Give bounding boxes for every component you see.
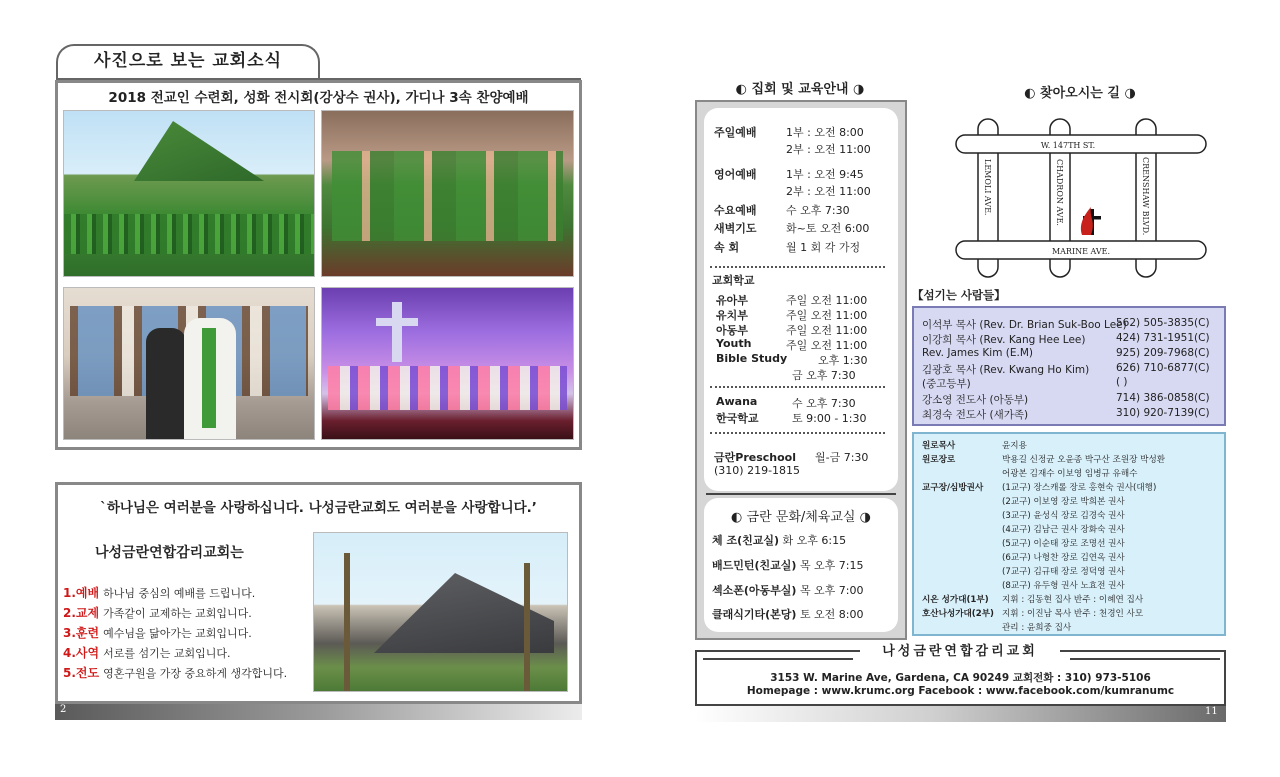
church-location-icon bbox=[1081, 207, 1101, 235]
cultural-item bbox=[712, 557, 864, 573]
staff-heading: 【섬기는 사람들】 bbox=[912, 288, 1006, 302]
staff-name: Rev. James Kim (E.M) bbox=[922, 347, 1033, 359]
preschool-time: 월-금 7:30 bbox=[815, 451, 869, 464]
mission-number: 3.훈련 bbox=[63, 626, 100, 640]
staff-name: 이석부 목사 (Rev. Dr. Brian Suk-Boo Lee) bbox=[922, 319, 1127, 331]
cultural-item bbox=[712, 532, 846, 548]
elder-label: 원로목사 bbox=[922, 441, 956, 451]
service-time: 화~토 오전 6:00 bbox=[786, 222, 870, 235]
dotted-divider bbox=[710, 386, 885, 388]
palm-tree-shape bbox=[524, 563, 530, 692]
directions-heading: ◐ 찾아오시는 길 ◑ bbox=[1024, 86, 1136, 101]
mission-number: 5.전도 bbox=[63, 666, 100, 680]
footer-bar bbox=[695, 706, 1226, 722]
cultural-heading: ◐ 금란 문화/체육교실 ◑ bbox=[731, 510, 871, 525]
crowd-shape bbox=[64, 214, 314, 254]
section-title: 사진으로 보는 교회소식 bbox=[56, 44, 320, 80]
service-time: 수 오후 7:30 bbox=[786, 204, 850, 217]
elder-value: (4교구) 김남근 권사 장화숙 권사 bbox=[1002, 525, 1125, 535]
mission-text: 가족같이 교제하는 교회입니다. bbox=[103, 607, 252, 620]
divider bbox=[703, 658, 853, 660]
cross-icon bbox=[392, 302, 402, 362]
school-label: Bible Study bbox=[716, 352, 788, 365]
church-heading: 나성금란연합감리교회는 bbox=[95, 545, 244, 561]
school-label: 유아부 bbox=[716, 294, 748, 307]
cultural-label: 섹소폰(아동부실) bbox=[712, 584, 797, 597]
church-name-title: 나성금란연합감리교회 bbox=[882, 644, 1038, 659]
elder-value: 지휘 : 이진남 목사 반주 : 천경인 사모 bbox=[1002, 609, 1144, 619]
service-time: 월 1 회 각 가정 bbox=[786, 241, 861, 254]
mission-item bbox=[63, 584, 255, 601]
mission-item bbox=[63, 664, 287, 681]
elder-label: 시온 성가대(1부) bbox=[922, 595, 989, 605]
cultural-time: 목 오후 7:15 bbox=[799, 559, 864, 572]
retreat-group-photo bbox=[63, 110, 315, 277]
service-label: 속 회 bbox=[714, 241, 740, 254]
elder-value: (2교구) 이보영 장로 박희본 권사 bbox=[1002, 497, 1125, 507]
avenue-label-chadron: CHADRON AVE. bbox=[1055, 159, 1064, 226]
avenue-label-lemoli: LEMOLI AVE. bbox=[983, 159, 992, 216]
service-label: 주일예배 bbox=[714, 126, 757, 139]
cultural-label: 체 조(친교실) bbox=[712, 534, 780, 547]
school-label: Youth bbox=[716, 337, 752, 350]
cultural-label: 클래식기타(본당) bbox=[712, 608, 797, 621]
mission-text: 영혼구원을 가장 중요하게 생각합니다. bbox=[103, 667, 288, 680]
palm-tree-shape bbox=[344, 553, 350, 692]
mission-item bbox=[63, 644, 230, 661]
service-time: 2부 : 오전 11:00 bbox=[786, 185, 871, 198]
church-building-photo bbox=[313, 532, 568, 692]
mission-number: 4.사역 bbox=[63, 646, 100, 660]
elder-value: 지휘 : 김동현 집사 반주 : 이혜연 집사 bbox=[1002, 595, 1144, 605]
page-number: 2 bbox=[60, 704, 67, 715]
avenue-label-crenshaw: CRENSHAW BLVD. bbox=[1141, 157, 1150, 236]
staff-name: 이강희 목사 (Rev. Kang Hee Lee) bbox=[922, 334, 1086, 346]
staff-phone: 925) 209-7968(C) bbox=[1116, 347, 1210, 359]
stole-shape bbox=[202, 328, 216, 428]
cross-bar-shape bbox=[376, 318, 418, 326]
staff-phone: 424) 731-1951(C) bbox=[1116, 332, 1210, 344]
mission-text: 하나님 중심의 예배를 드립니다. bbox=[103, 587, 256, 600]
church-roof-shape bbox=[134, 121, 264, 181]
other-time: 수 오후 7:30 bbox=[792, 397, 856, 410]
page-number: 11 bbox=[1205, 706, 1218, 717]
quote-text: `하나님은 여러분을 사랑하십니다. 나성금란교회도 여러분을 사랑합니다.’ bbox=[100, 500, 537, 516]
choir-shape bbox=[328, 366, 567, 410]
praise-service-photo bbox=[321, 287, 574, 440]
preschool-phone: (310) 219-1815 bbox=[714, 464, 801, 477]
staff-phone: 562) 505-3835(C) bbox=[1116, 317, 1210, 329]
elder-label: 교구장/심방권사 bbox=[922, 483, 984, 493]
staff-phone: 310) 920-7139(C) bbox=[1116, 407, 1210, 419]
service-label: 영어예배 bbox=[714, 168, 757, 181]
service-time: 1부 : 오전 9:45 bbox=[786, 168, 864, 181]
person-shape bbox=[146, 328, 186, 440]
school-time: 주일 오전 11:00 bbox=[786, 324, 868, 337]
school-time: 금 오후 7:30 bbox=[792, 369, 856, 382]
school-time: 주일 오전 11:00 bbox=[786, 309, 868, 322]
elder-value: 박용길 신정균 오윤종 박구산 조원장 박성환 bbox=[1002, 455, 1166, 465]
mission-item bbox=[63, 604, 252, 621]
elder-label: 원로장로 bbox=[922, 455, 956, 465]
services-heading: ◐ 집회 및 교육안내 ◑ bbox=[735, 82, 865, 97]
dotted-divider bbox=[710, 432, 885, 434]
school-heading: 교회학교 bbox=[712, 274, 755, 287]
footer-bar bbox=[55, 704, 582, 720]
worship-praise-photo bbox=[321, 110, 574, 277]
cultural-time: 목 오후 7:00 bbox=[799, 584, 864, 597]
elder-value: 윤지용 bbox=[1002, 441, 1027, 451]
street-label-top: W. 147TH ST. bbox=[1040, 141, 1096, 150]
school-label: 유치부 bbox=[716, 309, 748, 322]
mission-number: 1.예배 bbox=[63, 586, 100, 600]
street-label-bottom: MARINE AVE. bbox=[1051, 247, 1111, 256]
cultural-time: 토 오전 8:00 bbox=[799, 608, 864, 621]
divider bbox=[706, 493, 896, 495]
photo-caption: 2018 전교인 수련회, 성화 전시회(강상수 권사), 가디나 3속 찬양예배 bbox=[108, 90, 529, 106]
service-label: 새벽기도 bbox=[714, 222, 757, 235]
staff-phone: 714) 386-0858(C) bbox=[1116, 392, 1210, 404]
staff-phone: 626) 710-6877(C) bbox=[1116, 362, 1210, 374]
church-address: 3153 W. Marine Ave, Gardena, CA 90249 교회전화 : 310) 973-5106 bbox=[770, 672, 1151, 684]
cultural-item bbox=[712, 606, 864, 622]
art-exhibition-photo bbox=[63, 287, 315, 440]
staff-phone: ( ) bbox=[1116, 376, 1128, 388]
service-label: 수요예배 bbox=[714, 204, 757, 217]
cultural-item bbox=[712, 582, 864, 598]
divider bbox=[1070, 658, 1220, 660]
elder-value: (1교구) 장스캐롤 장로 홍현숙 권사(대행) bbox=[1002, 483, 1157, 493]
staff-name: 김광호 목사 (Rev. Kwang Ho Kim) bbox=[922, 364, 1090, 376]
other-label: 한국학교 bbox=[716, 412, 759, 425]
cultural-label: 배드민턴(친교실) bbox=[712, 559, 797, 572]
school-time: 주일 오전 11:00 bbox=[786, 339, 868, 352]
elder-value: (7교구) 김규태 장로 정덕영 권사 bbox=[1002, 567, 1125, 577]
mission-item bbox=[63, 624, 252, 641]
location-map bbox=[950, 115, 1212, 281]
congregation-shape bbox=[332, 151, 563, 241]
staff-name: 최경숙 전도사 (새가족) bbox=[922, 409, 1029, 421]
staff-name: 강소영 전도사 (아동부) bbox=[922, 394, 1029, 406]
cultural-time: 화 오후 6:15 bbox=[782, 534, 847, 547]
elder-value: (5교구) 이순태 장로 조명선 권사 bbox=[1002, 539, 1125, 549]
preschool-label: 금란Preschool bbox=[714, 451, 796, 464]
elder-value: 어광본 김재수 이보영 임병규 유해수 bbox=[1002, 469, 1138, 479]
staff-name: (중고등부) bbox=[922, 378, 971, 390]
mission-text: 서로를 섬기는 교회입니다. bbox=[103, 647, 231, 660]
service-time: 1부 : 오전 8:00 bbox=[786, 126, 864, 139]
mission-number: 2.교제 bbox=[63, 606, 100, 620]
mission-text: 예수님을 닮아가는 교회입니다. bbox=[103, 627, 252, 640]
elder-value: (3교구) 윤성식 장로 김경숙 권사 bbox=[1002, 511, 1125, 521]
elder-label: 호산나성가대(2부) bbox=[922, 609, 994, 619]
elder-value: (6교구) 나형찬 장로 김연옥 권사 bbox=[1002, 553, 1125, 563]
elder-value: 관리 : 윤희중 집사 bbox=[1002, 623, 1072, 633]
dotted-divider bbox=[710, 266, 885, 268]
school-time: 오후 1:30 bbox=[818, 354, 868, 367]
elder-value: (8교구) 유두형 권사 노효전 권사 bbox=[1002, 581, 1125, 591]
school-time: 주일 오전 11:00 bbox=[786, 294, 868, 307]
church-web-links: Homepage : www.krumc.org Facebook : www.facebook.com/kumranumc bbox=[746, 685, 1175, 697]
school-label: 아동부 bbox=[716, 324, 748, 337]
other-time: 토 9:00 - 1:30 bbox=[792, 412, 867, 425]
service-time: 2부 : 오전 11:00 bbox=[786, 143, 871, 156]
other-label: Awana bbox=[716, 395, 758, 408]
